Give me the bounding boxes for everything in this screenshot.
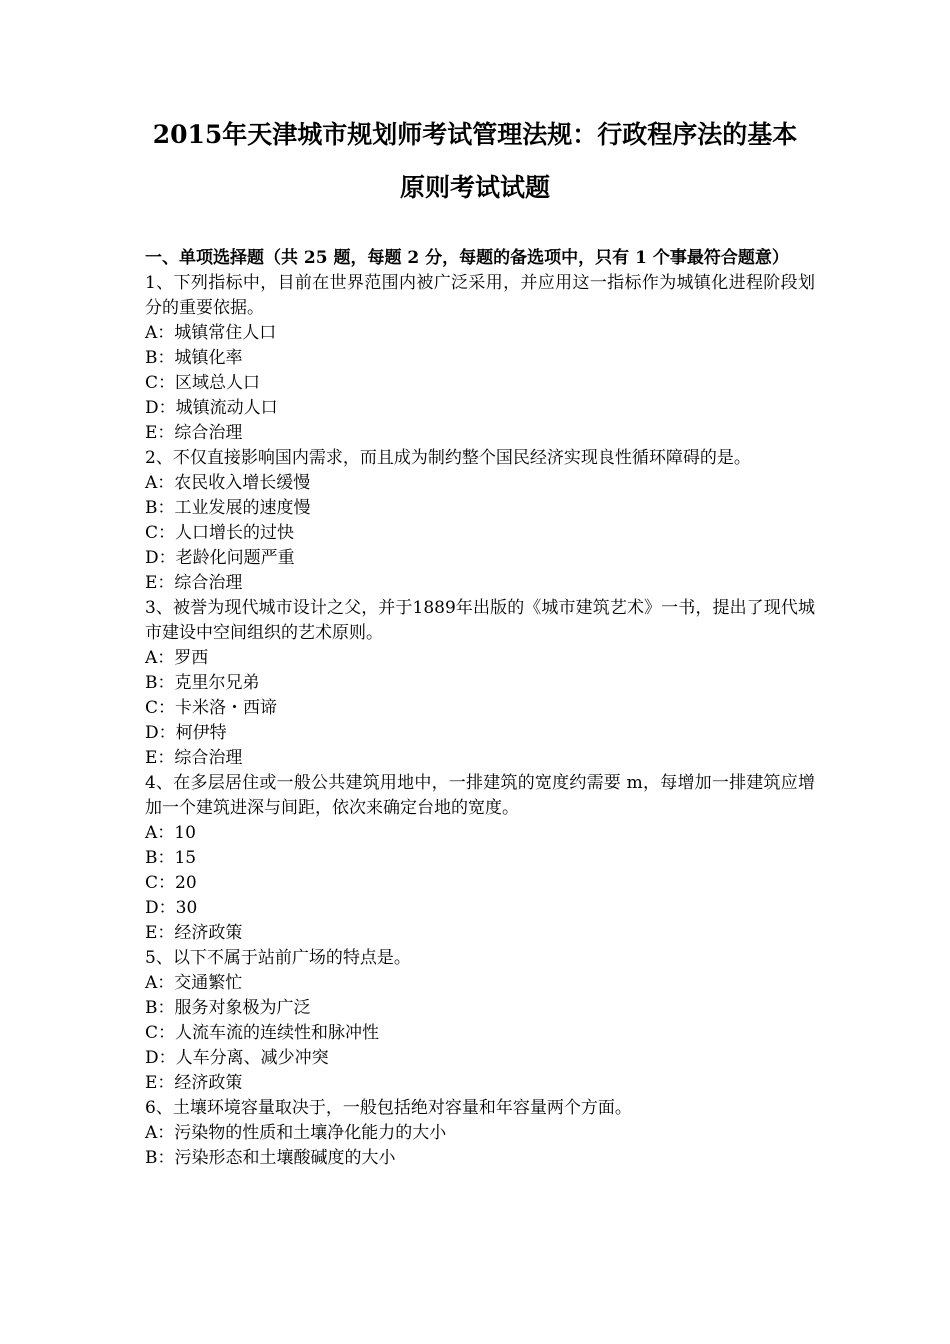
question-5 bbox=[145, 946, 815, 1096]
question-text: 1、下列指标中，目前在世界范围内被广泛采用，并应用这一指标作为城镇化进程阶段划分的重要依据。 bbox=[145, 273, 815, 318]
question-text: 5、以下不属于站前广场的特点是。 bbox=[145, 948, 411, 968]
option-c: C：区域总人口 bbox=[145, 373, 261, 393]
option-b: B：克里尔兄弟 bbox=[145, 673, 260, 693]
document-title-line-1: 2015年天津城市规划师考试管理法规：行政程序法的基本 bbox=[152, 120, 798, 149]
option-a: A：罗西 bbox=[145, 648, 209, 668]
question-text: 3、被誉为现代城市设计之父，并于1889年出版的《城市建筑艺术》一书，提出了现代城市建设中空间组织的艺术原则。 bbox=[145, 598, 815, 643]
option-b: B：15 bbox=[145, 848, 197, 868]
document-body bbox=[145, 246, 815, 1171]
option-d: D：柯伊特 bbox=[145, 723, 227, 743]
option-d: D：城镇流动人口 bbox=[145, 398, 278, 418]
option-e: E：经济政策 bbox=[145, 1073, 243, 1093]
question-4 bbox=[145, 771, 815, 946]
option-c: C：人流车流的连续性和脉冲性 bbox=[145, 1023, 380, 1043]
option-d: D：人车分离、减少冲突 bbox=[145, 1048, 329, 1068]
option-d: D：30 bbox=[145, 898, 198, 918]
option-a: A：农民收入增长缓慢 bbox=[145, 473, 311, 493]
option-e: E：综合治理 bbox=[145, 423, 243, 443]
option-e: E：经济政策 bbox=[145, 923, 243, 943]
option-b: B：污染形态和土壤酸碱度的大小 bbox=[145, 1148, 396, 1168]
question-text: 6、土壤环境容量取决于，一般包括绝对容量和年容量两个方面。 bbox=[145, 1098, 632, 1118]
question-text: 4、在多层居住或一般公共建筑用地中，一排建筑的宽度约需要 m，每增加一排建筑应增加一个建筑进深与间距，依次来确定台地的宽度。 bbox=[145, 773, 815, 818]
document-title-line-2: 原则考试试题 bbox=[399, 173, 550, 202]
option-a: A：10 bbox=[145, 823, 196, 843]
option-e: E：综合治理 bbox=[145, 573, 243, 593]
option-c: C：卡米洛・西谛 bbox=[145, 698, 278, 718]
option-c: C：20 bbox=[145, 873, 197, 893]
section-heading: 一、单项选择题（共 25 题，每题 2 分，每题的备选项中，只有 1 个事最符合题意） bbox=[145, 248, 789, 268]
option-a: A：城镇常住人口 bbox=[145, 323, 277, 343]
option-b: B：城镇化率 bbox=[145, 348, 243, 368]
question-3 bbox=[145, 596, 815, 771]
question-2 bbox=[145, 446, 815, 596]
question-6 bbox=[145, 1096, 815, 1171]
option-d: D：老龄化问题严重 bbox=[145, 548, 295, 568]
question-text: 2、不仅直接影响国内需求，而且成为制约整个国民经济实现良性循环障碍的是。 bbox=[145, 448, 751, 468]
option-c: C：人口增长的过快 bbox=[145, 523, 295, 543]
option-e: E：综合治理 bbox=[145, 748, 243, 768]
option-a: A：污染物的性质和土壤净化能力的大小 bbox=[145, 1123, 447, 1143]
option-b: B：工业发展的速度慢 bbox=[145, 498, 311, 518]
option-b: B：服务对象极为广泛 bbox=[145, 998, 311, 1018]
question-1 bbox=[145, 271, 815, 446]
option-a: A：交通繁忙 bbox=[145, 973, 243, 993]
